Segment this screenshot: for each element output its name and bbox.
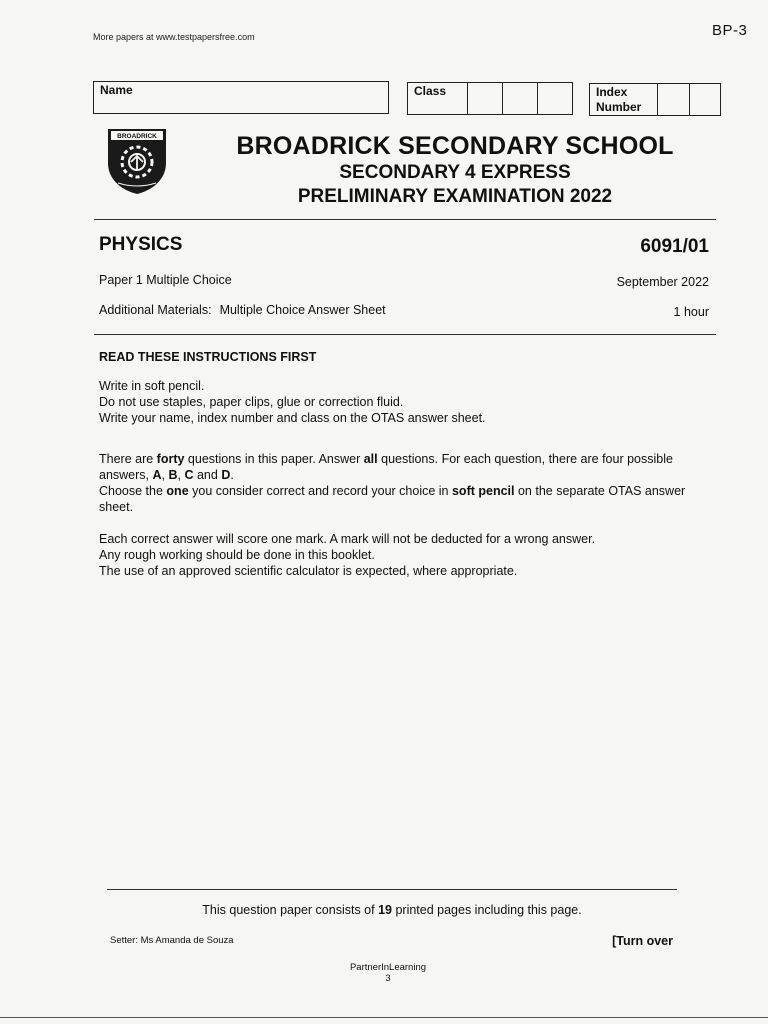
- class-label: Class: [408, 83, 468, 114]
- class-cell[interactable]: [503, 83, 538, 114]
- instructions-block-4: [99, 531, 709, 579]
- index-number-label: Index Number: [590, 84, 658, 115]
- index-cell[interactable]: [690, 84, 721, 115]
- page-edge-line: [0, 1017, 768, 1018]
- school-crest-icon: [104, 127, 170, 195]
- name-field[interactable]: [93, 81, 389, 114]
- divider: [107, 889, 677, 890]
- page-count-note: This question paper consists of 19 printed pages including this page.: [202, 903, 582, 917]
- exam-title: PRELIMINARY EXAMINATION 2022: [297, 186, 613, 207]
- additional-materials: [99, 303, 386, 317]
- instruction-line: Each correct answer will score one mark. A mark will not be deducted for a wrong answer.: [99, 532, 596, 546]
- instructions-heading: READ THESE INSTRUCTIONS FIRST: [99, 350, 317, 364]
- index-cell[interactable]: [658, 84, 690, 115]
- paper-type: Paper 1 Multiple Choice: [99, 273, 232, 287]
- exam-date: September 2022: [616, 275, 709, 289]
- class-field[interactable]: [407, 82, 573, 115]
- setter-credit: Setter: Ms Amanda de Souza: [110, 935, 234, 946]
- divider: [94, 219, 716, 220]
- instruction-line: Write in soft pencil.: [99, 379, 205, 393]
- instructions-block-2: There are forty questions in this paper. Answer all questions. For each question, there are four possible answers, A, B, C and D.: [99, 452, 673, 482]
- materials-label: Additional Materials:: [99, 303, 212, 317]
- instruction-line: Write your name, index number and class on the OTAS answer sheet.: [99, 411, 486, 425]
- level-title: SECONDARY 4 EXPRESS: [339, 162, 571, 183]
- instructions-block-1: [99, 378, 709, 426]
- instruction-line: The use of an approved scientific calculator is expected, where appropriate.: [99, 564, 518, 578]
- instructions-block-3: Choose the one you consider correct and record your choice in soft pencil on the separate OTAS answer sheet.: [99, 484, 686, 514]
- divider: [94, 334, 716, 335]
- page-number: 3: [385, 973, 391, 984]
- paper-tag: BP-3: [712, 22, 748, 39]
- name-label: Name: [100, 83, 133, 97]
- school-name: BROADRICK SECONDARY SCHOOL: [236, 132, 674, 160]
- materials-value: Multiple Choice Answer Sheet: [219, 303, 386, 317]
- turn-over-note: [Turn over: [612, 934, 673, 948]
- crest-label: BROADRICK: [117, 133, 157, 140]
- class-cell[interactable]: [468, 83, 503, 114]
- source-note: More papers at www.testpapersfree.com: [93, 32, 255, 42]
- instruction-line: Do not use staples, paper clips, glue or correction fluid.: [99, 395, 404, 409]
- subject-title: PHYSICS: [99, 234, 183, 255]
- paper-code: 6091/01: [640, 236, 709, 257]
- footer-brand: [300, 962, 476, 984]
- index-number-field[interactable]: [589, 83, 721, 116]
- instruction-line: Any rough working should be done in this booklet.: [99, 548, 375, 562]
- duration: 1 hour: [673, 305, 709, 319]
- class-cell[interactable]: [538, 83, 572, 114]
- brand-name: PartnerInLearning: [349, 962, 427, 973]
